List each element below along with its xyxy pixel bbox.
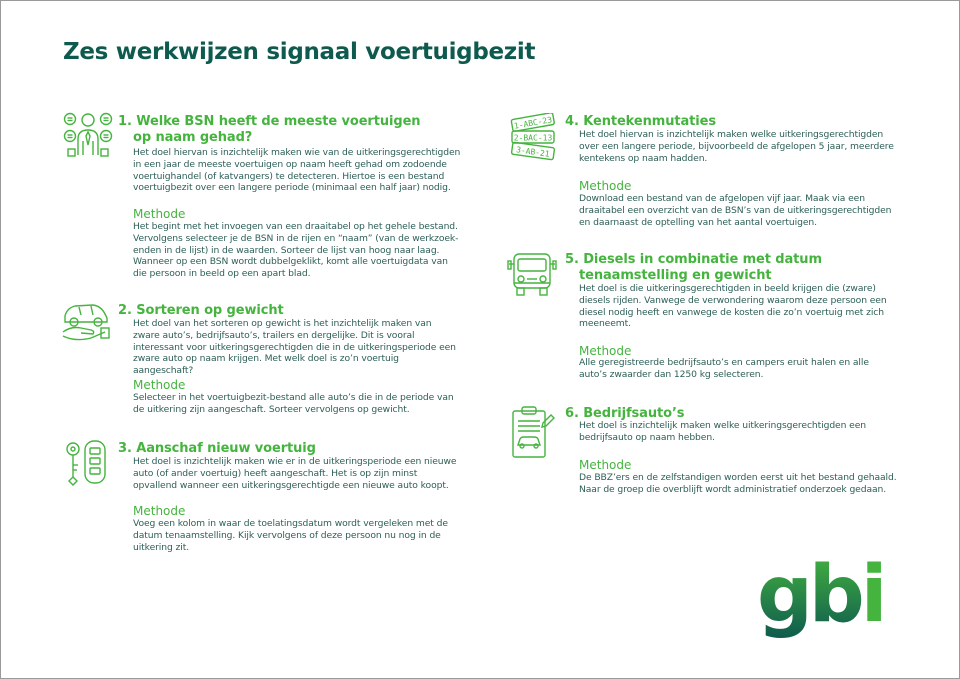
section-2-method-label: Methode bbox=[133, 378, 186, 392]
section-3-description: Het doel is inzichtelijk maken wie er in de uitkeringsperiode een nieuwe auto (of ander voertuig) heeft aangeschaft. Het is op zijn minst opvallend wanneer een uitkeringsgerechtigde een nieuwe auto koopt. bbox=[133, 456, 457, 491]
section-6-method: De BBZ’ers en de zelfstandigen worden eerst uit het bestand gehaald. Naar de groep die overblijft wordt administratief onderzoek gedaan. bbox=[579, 472, 897, 495]
license-plates-icon bbox=[509, 113, 557, 161]
section-4-description: Het doel hiervan is inzichtelijk maken welke uitkeringsgerechtigden over een langere periode, bijvoorbeeld de afgelopen 5 jaar, meerdere kentekens op naam hadden. bbox=[579, 129, 894, 164]
plate-2: 2-BAC-13 bbox=[513, 133, 553, 143]
section-1-title bbox=[118, 114, 448, 146]
section-2-title bbox=[118, 303, 448, 319]
section-4-title-line1: Kentekenmutaties bbox=[583, 114, 716, 129]
section-2-number: 2. bbox=[118, 303, 132, 318]
section-3-title bbox=[118, 441, 448, 457]
plate-1: 1-ABC-23 bbox=[513, 115, 553, 131]
section-3-method: Voeg een kolom in waar de toelatingsdatum wordt vergeleken met de datum tenaamstelling. Kijk vervolgens of deze persoon nu nog in de uitkering zit. bbox=[133, 518, 448, 553]
section-1-method-label: Methode bbox=[133, 207, 186, 221]
section-2-description: Het doel van het sorteren op gewicht is het inzichtelijk maken van zware auto’s, bedrijfsauto’s, trailers en dergelijke. Dit is vooral interessant voor uitkeringsgerechtigden die in de uitkeringsperiode een zware auto op naam krijgen. Met welk doel is zo’n voertuig aangeschaft? bbox=[133, 318, 456, 377]
section-4-method: Download een bestand van de afgelopen vijf jaar. Maak via een draaitabel een overzicht van de BSN’s van de uitkeringsgerechtigden en daarnaast de optelling van het aantal voertuigen. bbox=[579, 193, 892, 228]
section-6-number: 6. bbox=[565, 406, 579, 421]
section-5-number: 5. bbox=[565, 252, 579, 267]
section-5-title bbox=[565, 252, 895, 284]
svg-text:gbi bbox=[757, 557, 883, 640]
section-4-method-label: Methode bbox=[579, 179, 632, 193]
section-4-number: 4. bbox=[565, 114, 579, 129]
section-6-method-label: Methode bbox=[579, 458, 632, 472]
logo-letter-b: b bbox=[808, 557, 861, 640]
section-6-title-line1: Bedrijfsauto’s bbox=[583, 406, 685, 421]
logo-letter-g: g bbox=[757, 557, 809, 640]
section-4-title bbox=[565, 114, 895, 130]
section-2-method: Selecteer in het voertuigbezit-bestand alle auto’s die in de periode van de uitkering zijn aangeschaft. Sorteer vervolgens op gewicht. bbox=[133, 392, 454, 415]
van-front-icon bbox=[507, 251, 557, 299]
section-5-title-line2: tenaamstelling en gewicht bbox=[579, 268, 772, 283]
section-1-title-line1: Welke BSN heeft de meeste voertuigen bbox=[136, 114, 421, 129]
section-5-title-line1: Diesels in combinatie met datum bbox=[583, 252, 822, 267]
section-1-description: Het doel hiervan is inzichtelijk maken wie van de uitkeringsgerechtigden in een jaar de meeste voertuigen op naam heeft gehad om zodoende voertuighandel (of katvangers) te detecteren. Hiertoe is een bestand voertuigbezit over een langere periode (minimaal een half jaar) nodig. bbox=[133, 147, 461, 194]
people-group-icon bbox=[63, 111, 113, 161]
section-6-description: Het doel is inzichtelijk maken welke uitkeringsgerechtigden een bedrijfsauto op naam hebben. bbox=[579, 420, 866, 443]
logo-letter-i: i bbox=[860, 557, 884, 640]
plate-3: 3-AB-21 bbox=[515, 145, 551, 159]
section-3-title-line1: Aanschaf nieuw voertuig bbox=[136, 441, 316, 456]
section-2-title-line1: Sorteren op gewicht bbox=[136, 303, 284, 318]
gbi-logo bbox=[757, 557, 897, 653]
section-5-description: Het doel is die uitkeringsgerechtigden in beeld krijgen die (zware) diesels rijden. Vanwege de verwondering waarom deze persoon een diesel nodig heeft en vanwege de kosten die zo’n voertuig met zich meeneemt. bbox=[579, 283, 887, 330]
car-key-icon bbox=[63, 437, 109, 487]
section-5-method: Alle geregistreerde bedrijfsauto’s en campers eruit halen en alle auto’s zwaarder dan 1250 kg selecteren. bbox=[579, 357, 869, 380]
clipboard-car-icon bbox=[509, 405, 555, 461]
car-in-hand-icon bbox=[61, 298, 111, 342]
section-3-method-label: Methode bbox=[133, 504, 186, 518]
section-5-method-label: Methode bbox=[579, 344, 632, 358]
section-1-method: Het begint met het invoegen van een draaitabel op het gehele bestand. Vervolgens selecteer je de BSN in de rijen en “naam” (van de werkzoek-enden in de lijst) in de waarden. Sorteer de lijst van hoog naar laag. Wanneer op een BSN wordt dubbelgeklikt, komt alle voertuigdata van die persoon in beeld op een apart blad. bbox=[133, 221, 459, 280]
page-title: Zes werkwijzen signaal voertuigbezit bbox=[63, 39, 536, 65]
section-1-number: 1. bbox=[118, 114, 132, 129]
section-3-number: 3. bbox=[118, 441, 132, 456]
section-1-title-line2: op naam gehad? bbox=[133, 130, 253, 145]
